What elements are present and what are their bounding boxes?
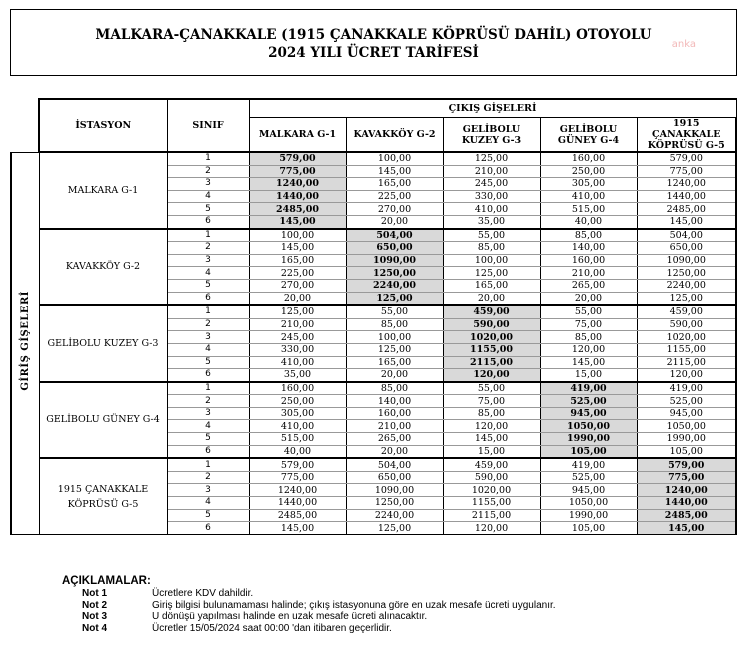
toll-fee-cell: 55,00 (540, 305, 637, 318)
toll-fee-cell: 410,00 (249, 356, 346, 369)
toll-fee-cell: 1090,00 (346, 254, 443, 267)
toll-fee-cell: 1240,00 (249, 484, 346, 497)
toll-fee-cell: 120,00 (540, 343, 637, 356)
toll-fee-cell: 579,00 (249, 152, 346, 165)
toll-fee-cell: 145,00 (249, 215, 346, 228)
toll-fee-cell: 120,00 (637, 369, 736, 382)
toll-fee-cell: 1050,00 (540, 420, 637, 433)
class-header: SINIF (167, 99, 249, 152)
notes-title: AÇIKLAMALAR: (62, 575, 151, 587)
toll-fee-cell: 75,00 (443, 395, 540, 408)
toll-fee-cell: 20,00 (249, 292, 346, 305)
toll-fee-cell: 650,00 (637, 242, 736, 255)
toll-fee-cell: 75,00 (540, 318, 637, 331)
toll-fee-cell: 775,00 (637, 165, 736, 178)
toll-fee-cell: 245,00 (443, 178, 540, 191)
document-subtitle: 2024 YILI ÜCRET TARİFESİ (268, 45, 479, 61)
toll-fee-cell: 410,00 (443, 203, 540, 216)
toll-fee-cell: 85,00 (346, 318, 443, 331)
toll-fee-cell: 85,00 (540, 229, 637, 242)
toll-fee-cell: 1440,00 (637, 497, 736, 510)
vehicle-class-cell: 2 (167, 395, 249, 408)
toll-fee-cell: 145,00 (249, 242, 346, 255)
toll-fee-cell: 1240,00 (249, 178, 346, 191)
toll-fee-cell: 1250,00 (346, 497, 443, 510)
exit-column-header: KAVAKKÖY G-2 (346, 118, 443, 153)
toll-fee-cell: 305,00 (540, 178, 637, 191)
toll-fee-cell: 20,00 (346, 369, 443, 382)
exit-column-header: MALKARA G-1 (249, 118, 346, 153)
toll-fee-cell: 2485,00 (637, 509, 736, 522)
toll-fee-cell: 165,00 (346, 178, 443, 191)
note-text: Ücretler 15/05/2024 saat 00:00 'dan itibaren geçerlidir. (152, 622, 392, 634)
vehicle-class-cell: 1 (167, 382, 249, 395)
toll-fee-cell: 15,00 (540, 369, 637, 382)
table-row (11, 458, 736, 471)
toll-fee-cell: 35,00 (249, 369, 346, 382)
note-text: U dönüşü yapılması halinde en uzak mesafe ücreti alınacaktır. (152, 611, 428, 622)
toll-fee-cell: 40,00 (249, 445, 346, 458)
toll-fee-cell: 245,00 (249, 331, 346, 344)
toll-fee-cell: 504,00 (346, 229, 443, 242)
vehicle-class-cell: 6 (167, 215, 249, 228)
toll-fee-cell: 1050,00 (540, 497, 637, 510)
toll-fee-cell: 105,00 (540, 522, 637, 535)
watermark-logo: anka (671, 39, 696, 50)
toll-fee-cell: 2115,00 (443, 509, 540, 522)
toll-fee-cell: 125,00 (443, 152, 540, 165)
toll-fee-cell: 85,00 (443, 407, 540, 420)
toll-fee-cell: 145,00 (637, 522, 736, 535)
vehicle-class-cell: 1 (167, 152, 249, 165)
toll-fee-cell: 165,00 (346, 356, 443, 369)
toll-fee-cell: 2485,00 (249, 203, 346, 216)
toll-fee-cell: 125,00 (443, 267, 540, 280)
toll-fee-cell: 579,00 (637, 152, 736, 165)
toll-fee-cell: 120,00 (443, 420, 540, 433)
table-row (11, 305, 736, 318)
toll-fee-cell: 459,00 (443, 305, 540, 318)
toll-fee-cell: 775,00 (249, 471, 346, 484)
toll-fee-cell: 1090,00 (346, 484, 443, 497)
exit-booths-header: ÇIKIŞ GİŞELERİ (249, 99, 736, 118)
note-label: Not 4 (82, 622, 107, 634)
toll-fee-cell: 2115,00 (443, 356, 540, 369)
note-label: Not 3 (82, 611, 107, 622)
note-text: Giriş bilgisi bulunamaması halinde; çıkış istasyonuna göre en uzak mesafe ücreti uygulanır. (152, 599, 556, 611)
toll-fee-cell: 330,00 (249, 343, 346, 356)
toll-fee-cell: 145,00 (540, 356, 637, 369)
vehicle-class-cell: 3 (167, 407, 249, 420)
toll-fee-cell: 225,00 (249, 267, 346, 280)
toll-fee-cell: 85,00 (540, 331, 637, 344)
toll-fee-cell: 225,00 (346, 190, 443, 203)
vehicle-class-cell: 6 (167, 292, 249, 305)
toll-fee-cell: 125,00 (249, 305, 346, 318)
toll-fee-cell: 1990,00 (540, 433, 637, 446)
entry-booths-label: GİRİŞ GİŞELERİ (19, 291, 31, 391)
vehicle-class-cell: 3 (167, 178, 249, 191)
vehicle-class-cell: 2 (167, 471, 249, 484)
toll-fee-cell: 160,00 (540, 254, 637, 267)
entry-station-name: GELİBOLU KUZEY G-3 (39, 305, 167, 382)
toll-fee-cell: 330,00 (443, 190, 540, 203)
vehicle-class-cell: 1 (167, 229, 249, 242)
toll-fee-cell: 1050,00 (637, 420, 736, 433)
note-item (62, 622, 392, 635)
toll-fee-cell: 270,00 (249, 279, 346, 292)
toll-fee-cell: 100,00 (249, 229, 346, 242)
toll-fee-cell: 1240,00 (637, 484, 736, 497)
toll-fee-cell: 1250,00 (346, 267, 443, 280)
toll-fee-cell: 160,00 (540, 152, 637, 165)
document-title: MALKARA-ÇANAKKALE (1915 ÇANAKKALE KÖPRÜSÜ DAHİL) OTOYOLU (95, 27, 652, 43)
toll-fee-cell: 1090,00 (637, 254, 736, 267)
note-label: Not 1 (82, 588, 107, 599)
table-row (11, 152, 736, 165)
vehicle-class-cell: 2 (167, 242, 249, 255)
table-row (11, 382, 736, 395)
vehicle-class-cell: 3 (167, 484, 249, 497)
entry-station-name: 1915 ÇANAKKALE KÖPRÜSÜ G-5 (39, 458, 167, 534)
toll-fee-cell: 100,00 (346, 331, 443, 344)
toll-fee-cell: 210,00 (540, 267, 637, 280)
toll-fee-cell: 525,00 (637, 395, 736, 408)
entry-station-name: GELİBOLU GÜNEY G-4 (39, 382, 167, 459)
toll-fee-cell: 1440,00 (249, 497, 346, 510)
toll-fee-cell: 1020,00 (443, 331, 540, 344)
toll-fee-cell: 125,00 (346, 292, 443, 305)
vehicle-class-cell: 6 (167, 369, 249, 382)
toll-fee-cell: 515,00 (249, 433, 346, 446)
table-corner (11, 99, 39, 152)
toll-fee-cell: 105,00 (540, 445, 637, 458)
entry-station-name: KAVAKKÖY G-2 (39, 229, 167, 306)
station-header: İSTASYON (39, 99, 167, 152)
entry-booths-header (11, 152, 39, 534)
toll-fee-cell: 1155,00 (637, 343, 736, 356)
toll-fee-cell: 120,00 (443, 369, 540, 382)
toll-fee-cell: 2240,00 (637, 279, 736, 292)
toll-fee-cell: 650,00 (346, 471, 443, 484)
toll-fee-cell: 120,00 (443, 522, 540, 535)
toll-fee-cell: 125,00 (346, 343, 443, 356)
toll-fee-cell: 1250,00 (637, 267, 736, 280)
note-label: Not 2 (82, 599, 107, 611)
vehicle-class-cell: 5 (167, 203, 249, 216)
tariff-table (10, 98, 737, 535)
toll-fee-cell: 1020,00 (637, 331, 736, 344)
toll-fee-cell: 515,00 (540, 203, 637, 216)
toll-fee-cell: 250,00 (540, 165, 637, 178)
vehicle-class-cell: 2 (167, 318, 249, 331)
toll-fee-cell: 459,00 (443, 458, 540, 471)
toll-fee-cell: 945,00 (540, 407, 637, 420)
vehicle-class-cell: 5 (167, 433, 249, 446)
toll-fee-cell: 140,00 (540, 242, 637, 255)
toll-fee-cell: 1990,00 (637, 433, 736, 446)
toll-fee-cell: 160,00 (249, 382, 346, 395)
toll-fee-cell: 250,00 (249, 395, 346, 408)
toll-fee-cell: 210,00 (346, 420, 443, 433)
vehicle-class-cell: 6 (167, 522, 249, 535)
vehicle-class-cell: 5 (167, 279, 249, 292)
toll-fee-cell: 125,00 (346, 522, 443, 535)
vehicle-class-cell: 4 (167, 267, 249, 280)
toll-fee-cell: 504,00 (637, 229, 736, 242)
toll-fee-cell: 459,00 (637, 305, 736, 318)
toll-fee-cell: 579,00 (249, 458, 346, 471)
vehicle-class-cell: 1 (167, 305, 249, 318)
toll-fee-cell: 775,00 (249, 165, 346, 178)
toll-fee-cell: 410,00 (540, 190, 637, 203)
toll-fee-cell: 145,00 (637, 215, 736, 228)
note-item (62, 611, 428, 623)
vehicle-class-cell: 3 (167, 254, 249, 267)
toll-fee-cell: 525,00 (540, 471, 637, 484)
toll-fee-cell: 1440,00 (637, 190, 736, 203)
vehicle-class-cell: 4 (167, 343, 249, 356)
toll-fee-cell: 590,00 (443, 471, 540, 484)
table-row (11, 229, 736, 242)
toll-fee-cell: 504,00 (346, 458, 443, 471)
toll-fee-cell: 419,00 (540, 382, 637, 395)
toll-fee-cell: 145,00 (346, 165, 443, 178)
note-item (62, 599, 556, 612)
toll-fee-cell: 145,00 (249, 522, 346, 535)
vehicle-class-cell: 4 (167, 190, 249, 203)
toll-fee-cell: 160,00 (346, 407, 443, 420)
vehicle-class-cell: 6 (167, 445, 249, 458)
toll-fee-cell: 35,00 (443, 215, 540, 228)
toll-fee-cell: 419,00 (637, 382, 736, 395)
toll-fee-cell: 650,00 (346, 242, 443, 255)
toll-fee-cell: 2240,00 (346, 509, 443, 522)
exit-column-header: 1915 ÇANAKKALE KÖPRÜSÜ G-5 (637, 118, 736, 153)
toll-fee-cell: 579,00 (637, 458, 736, 471)
toll-fee-cell: 2115,00 (637, 356, 736, 369)
toll-fee-cell: 100,00 (443, 254, 540, 267)
toll-fee-cell: 125,00 (637, 292, 736, 305)
toll-fee-cell: 85,00 (443, 242, 540, 255)
toll-fee-cell: 20,00 (346, 445, 443, 458)
toll-fee-cell: 20,00 (346, 215, 443, 228)
toll-fee-cell: 945,00 (540, 484, 637, 497)
toll-fee-cell: 55,00 (346, 305, 443, 318)
toll-fee-cell: 140,00 (346, 395, 443, 408)
toll-fee-cell: 145,00 (443, 433, 540, 446)
vehicle-class-cell: 3 (167, 331, 249, 344)
toll-fee-cell: 590,00 (443, 318, 540, 331)
toll-fee-cell: 55,00 (443, 382, 540, 395)
toll-fee-cell: 20,00 (540, 292, 637, 305)
toll-fee-cell: 2240,00 (346, 279, 443, 292)
toll-fee-cell: 55,00 (443, 229, 540, 242)
toll-fee-cell: 165,00 (249, 254, 346, 267)
toll-fee-cell: 525,00 (540, 395, 637, 408)
toll-fee-cell: 945,00 (637, 407, 736, 420)
vehicle-class-cell: 5 (167, 356, 249, 369)
toll-fee-cell: 1240,00 (637, 178, 736, 191)
toll-fee-cell: 165,00 (443, 279, 540, 292)
vehicle-class-cell: 4 (167, 497, 249, 510)
note-item (62, 588, 254, 600)
toll-fee-cell: 105,00 (637, 445, 736, 458)
exit-column-header: GELİBOLU GÜNEY G-4 (540, 118, 637, 153)
toll-fee-cell: 210,00 (443, 165, 540, 178)
toll-fee-cell: 15,00 (443, 445, 540, 458)
toll-fee-cell: 1155,00 (443, 343, 540, 356)
toll-fee-cell: 1020,00 (443, 484, 540, 497)
vehicle-class-cell: 4 (167, 420, 249, 433)
vehicle-class-cell: 1 (167, 458, 249, 471)
document-title-box (10, 9, 737, 76)
exit-column-header: GELİBOLU KUZEY G-3 (443, 118, 540, 153)
toll-fee-cell: 20,00 (443, 292, 540, 305)
note-text: Ücretlere KDV dahildir. (152, 588, 254, 599)
entry-station-name: MALKARA G-1 (39, 152, 167, 229)
toll-fee-cell: 775,00 (637, 471, 736, 484)
notes-section (62, 575, 556, 634)
toll-fee-cell: 1990,00 (540, 509, 637, 522)
toll-fee-cell: 2485,00 (637, 203, 736, 216)
toll-fee-cell: 1155,00 (443, 497, 540, 510)
toll-fee-cell: 85,00 (346, 382, 443, 395)
toll-fee-cell: 210,00 (249, 318, 346, 331)
toll-fee-cell: 265,00 (346, 433, 443, 446)
toll-fee-cell: 2485,00 (249, 509, 346, 522)
toll-fee-cell: 270,00 (346, 203, 443, 216)
toll-fee-cell: 265,00 (540, 279, 637, 292)
toll-fee-cell: 419,00 (540, 458, 637, 471)
toll-fee-cell: 100,00 (346, 152, 443, 165)
toll-fee-cell: 590,00 (637, 318, 736, 331)
toll-fee-cell: 410,00 (249, 420, 346, 433)
toll-fee-cell: 1440,00 (249, 190, 346, 203)
toll-fee-cell: 40,00 (540, 215, 637, 228)
vehicle-class-cell: 5 (167, 509, 249, 522)
vehicle-class-cell: 2 (167, 165, 249, 178)
toll-fee-cell: 305,00 (249, 407, 346, 420)
